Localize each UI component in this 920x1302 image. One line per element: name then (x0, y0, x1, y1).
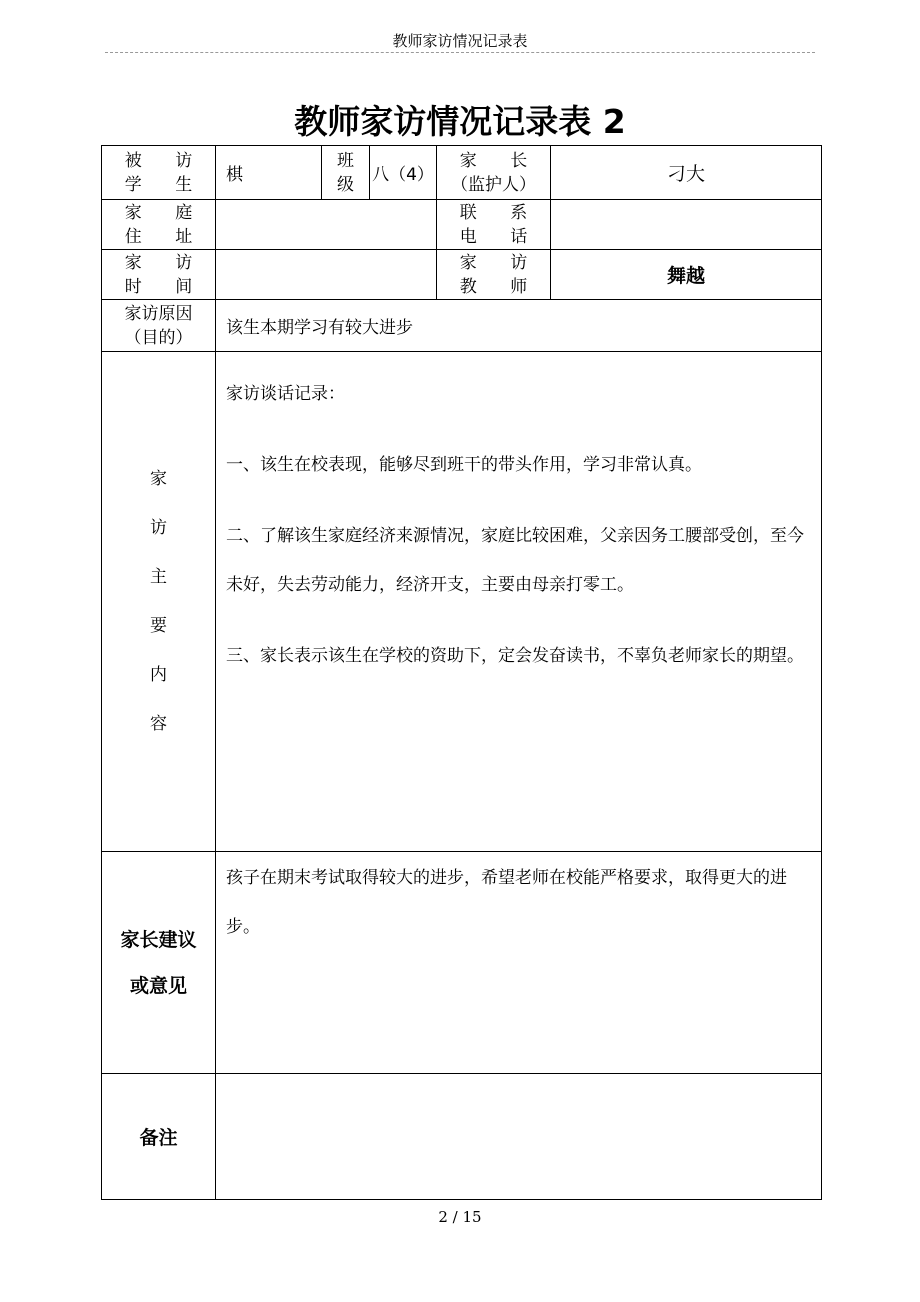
table-row (102, 1074, 822, 1200)
phone-label: 联 系 电 话 (437, 200, 551, 250)
student-label: 被 访 学 生 (102, 146, 216, 200)
running-header: 教师家访情况记录表 (392, 32, 528, 50)
suggestion-label: 家长建议 或意见 (102, 852, 216, 1074)
table-row (102, 250, 822, 300)
header-divider (105, 52, 815, 53)
content-heading: 家访谈话记录： (226, 384, 345, 404)
class-label: 班 级 (322, 146, 370, 200)
table-row (102, 146, 822, 200)
remarks-value (216, 1074, 822, 1200)
address-value (216, 200, 437, 250)
parent-value: 刁大 (551, 146, 822, 200)
content-value (216, 352, 822, 852)
visit-record-table (101, 145, 822, 1200)
remarks-label: 备注 (102, 1074, 216, 1200)
reason-value: 该生本期学习有较大进步 (216, 300, 822, 352)
teacher-label: 家 访 教 师 (437, 250, 551, 300)
table-row (102, 300, 822, 352)
student-value: 棋 (216, 146, 322, 200)
content-item: 三、家长表示该生在学校的资助下，定会发奋读书，不辜负老师家长的期望。 (226, 646, 804, 666)
content-item: 二、了解该生家庭经济来源情况，家庭比较困难，父亲因务工腰部受创，至今未好，失去劳动能力，经济开支，主要由母亲打零工。 (226, 526, 804, 595)
table-row (102, 852, 822, 1074)
content-item: 一、该生在校表现，能够尽到班干的带头作用，学习非常认真。 (226, 455, 702, 475)
page-title: 教师家访情况记录表 2 (294, 102, 626, 141)
time-label: 家 访 时 间 (102, 250, 216, 300)
suggestion-value: 孩子在期末考试取得较大的进步，希望老师在校能严格要求，取得更大的进步。 (216, 852, 822, 1074)
address-label: 家 庭 住 址 (102, 200, 216, 250)
time-value (216, 250, 437, 300)
class-value: 八（4） (370, 146, 437, 200)
parent-label: 家 长 （监护人） (437, 146, 551, 200)
table-row (102, 352, 822, 852)
content-label: 家 访 主 要 内 容 (102, 352, 216, 852)
table-row (102, 200, 822, 250)
page-number: 2 / 15 (438, 1208, 482, 1226)
reason-label: 家访原因 （目的） (102, 300, 216, 352)
phone-value (551, 200, 822, 250)
teacher-value: 舞越 (551, 250, 822, 300)
